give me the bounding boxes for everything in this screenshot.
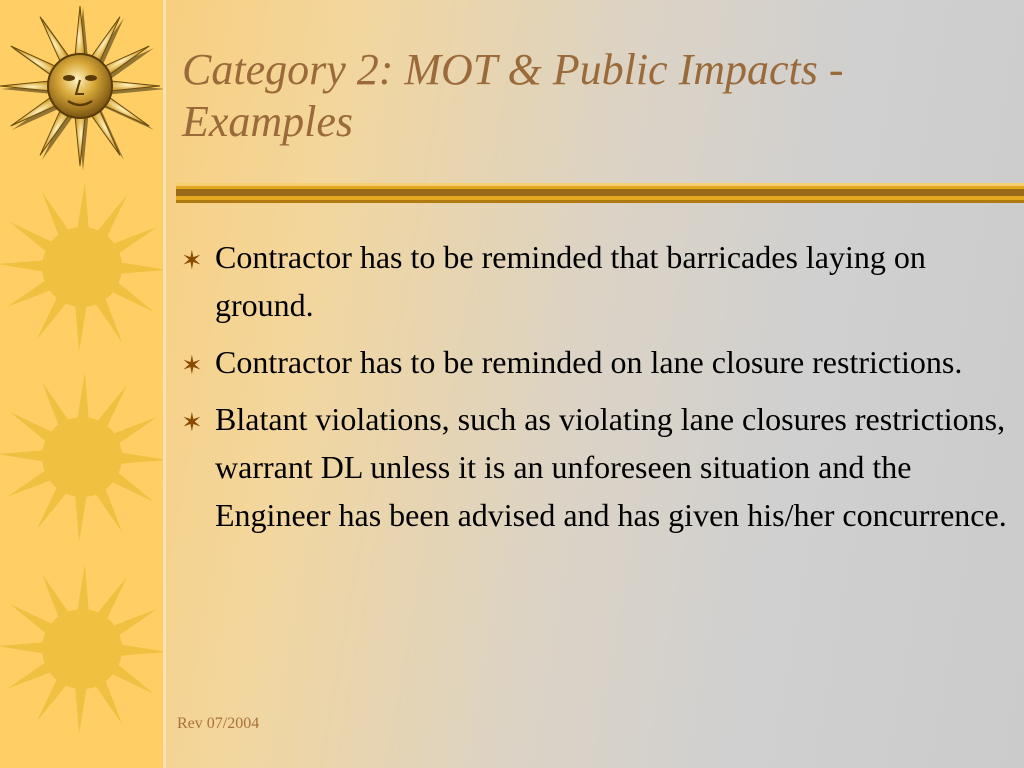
star-bullet-icon: ✶ — [181, 408, 203, 437]
sidebar-edge — [163, 0, 166, 768]
list-item — [181, 338, 1011, 386]
slide-title: Category 2: MOT & Public Impacts - Examples — [182, 45, 844, 146]
bullet-list — [181, 233, 1011, 548]
title-divider — [176, 180, 1024, 206]
sun-icon — [0, 180, 163, 355]
sun-icon — [0, 370, 163, 545]
sun-face-icon — [0, 0, 163, 175]
revision-footer: Rev 07/2004 — [177, 715, 260, 732]
decorative-sidebar — [0, 0, 163, 768]
bullet-text: Contractor has to be reminded that barricades laying on ground. — [215, 239, 926, 323]
list-item — [181, 233, 1011, 329]
star-bullet-icon: ✶ — [181, 351, 203, 380]
bullet-text: Contractor has to be reminded on lane closure restrictions. — [215, 344, 963, 380]
star-bullet-icon: ✶ — [181, 246, 203, 275]
list-item — [181, 395, 1011, 539]
bullet-text: Blatant violations, such as violating lane closures restrictions, warrant DL unless it is an unforeseen situation and the Engineer has been advised and has given his/her concurrence. — [215, 401, 1007, 533]
sun-icon — [0, 562, 163, 737]
